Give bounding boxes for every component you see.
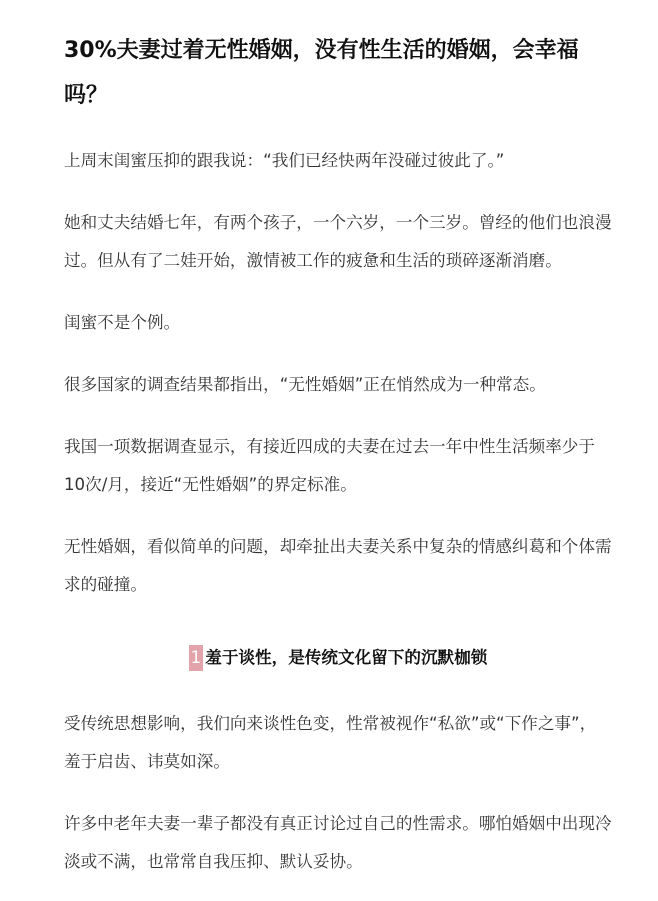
paragraph: 受传统思想影响，我们向来谈性色变，性常被视作“私欲”或“下作之事”，羞于启齿、讳莫如深。	[64, 714, 597, 771]
paragraph: 许多中老年夫妻一辈子都没有真正讨论过自己的性需求。哪怕婚姻中出现冷淡或不满，也常常自我压抑、默认妥协。	[64, 814, 612, 871]
section-heading-text: 羞于谈性，是传统文化留下的沉默枷锁	[205, 648, 488, 667]
paragraph: 闺蜜不是个例。	[64, 313, 181, 332]
paragraph: 我国一项数据调查显示，有接近四成的夫妻在过去一年中性生活频率少于10次/月，接近“无性婚姻”的界定标准。	[64, 437, 595, 494]
paragraph: 很多国家的调查结果都指出，“无性婚姻”正在悄然成为一种常态。	[64, 375, 546, 394]
paragraph: 无性婚姻，看似简单的问题，却牵扯出夫妻关系中复杂的情感纠葛和个体需求的碰撞。	[64, 537, 612, 594]
section-number-badge: 1	[189, 645, 204, 671]
paragraph: 上周末闺蜜压抑的跟我说：“我们已经快两年没碰过彼此了。”	[64, 151, 505, 170]
paragraph: 她和丈夫结婚七年，有两个孩子，一个六岁，一个三岁。曾经的他们也浪漫过。但从有了二娃开始，激情被工作的疲惫和生活的琐碎逐渐消磨。	[64, 213, 612, 270]
article	[64, 28, 612, 881]
article-title: 30%夫妻过着无性婚姻，没有性生活的婚姻，会幸福吗？	[64, 38, 579, 108]
section-heading	[64, 639, 612, 677]
